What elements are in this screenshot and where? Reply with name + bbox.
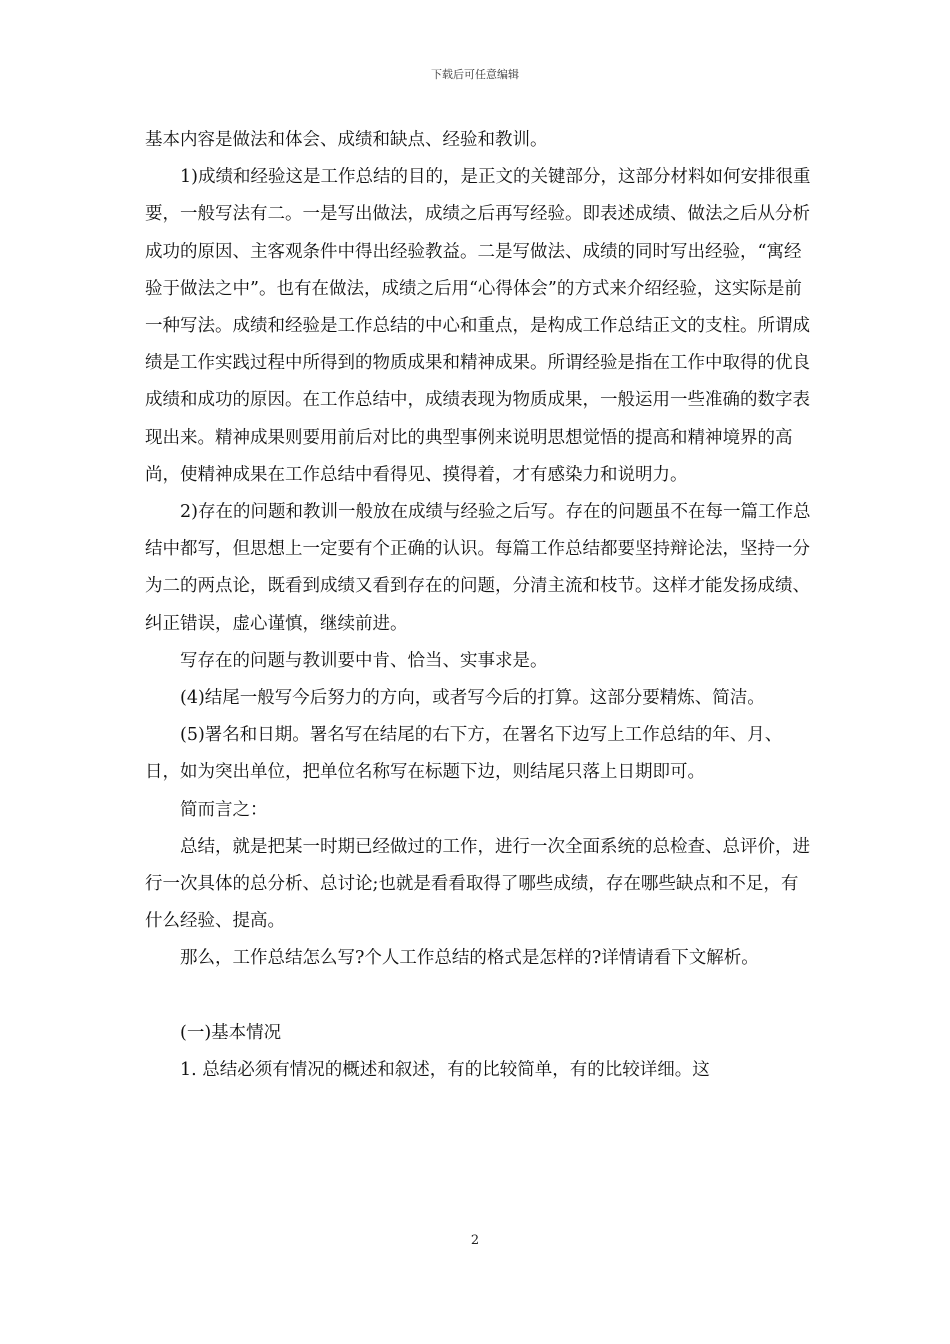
paragraph: 那么，工作总结怎么写?个人工作总结的格式是怎样的?详情请看下文解析。: [180, 948, 759, 969]
paragraph: 总结，就是把某一时期已经做过的工作，进行一次全面系统的总检查、总评价，进行一次具体的总分析、总讨论;也就是看看取得了哪些成绩，存在哪些缺点和不足，有什么经验、提高。: [145, 836, 810, 932]
paragraph: 1. 总结必须有情况的概述和叙述，有的比较简单，有的比较详细。这: [180, 1059, 710, 1080]
page-number: 2: [470, 1233, 480, 1248]
section-heading: (一)基本情况: [180, 1022, 282, 1043]
paragraph: 1)成绩和经验这是工作总结的目的，是正文的关键部分，这部分材料如何安排很重要，一般写法有二。一是写出做法，成绩之后再写经验。即表述成绩、做法之后从分析成功的原因、主客观条件中得出经验教益。二是写做法、成绩的同时写出经验，“寓经验于做法之中”。也有在做法，成绩之后用“心得体会”的方式来介绍经验，这实际是前一种写法。成绩和经验是工作总结的中心和重点，是构成工作总结正文的支柱。所谓成绩是工作实践过程中所得到的物质成果和精神成果。所谓经验是指在工作中取得的优良成绩和成功的原因。在工作总结中，成绩表现为物质成果，一般运用一些准确的数字表现出来。精神成果则要用前后对比的典型事例来说明思想觉悟的提高和精神境界的高尚，使精神成果在工作总结中看得见、摸得着，才有感染力和说明力。: [145, 167, 811, 485]
paragraph: 2)存在的问题和教训一般放在成绩与经验之后写。存在的问题虽不在每一篇工作总结中都写，但思想上一定要有个正确的认识。每篇工作总结都要坚持辩论法，坚持一分为二的两点论，既看到成绩又看到存在的问题，分清主流和枝节。这样才能发扬成绩、纠正错误，虚心谨慎，继续前进。: [145, 502, 811, 634]
paragraph: 简而言之：: [180, 799, 268, 820]
paragraph: 基本内容是做法和体会、成绩和缺点、经验和教训。: [145, 130, 548, 150]
paragraph: (4)结尾一般写今后努力的方向，或者写今后的打算。这部分要精炼、简洁。: [180, 688, 765, 709]
paragraph: (5)署名和日期。署名写在结尾的右下方，在署名下边写上工作总结的年、月、日，如为突出单位，把单位名称写在标题下边，则结尾只落上日期即可。: [145, 725, 783, 783]
document-body: [145, 122, 811, 1089]
page-header: 下载后可任意编辑: [431, 68, 519, 81]
paragraph: 写存在的问题与教训要中肯、恰当、实事求是。: [180, 650, 548, 671]
